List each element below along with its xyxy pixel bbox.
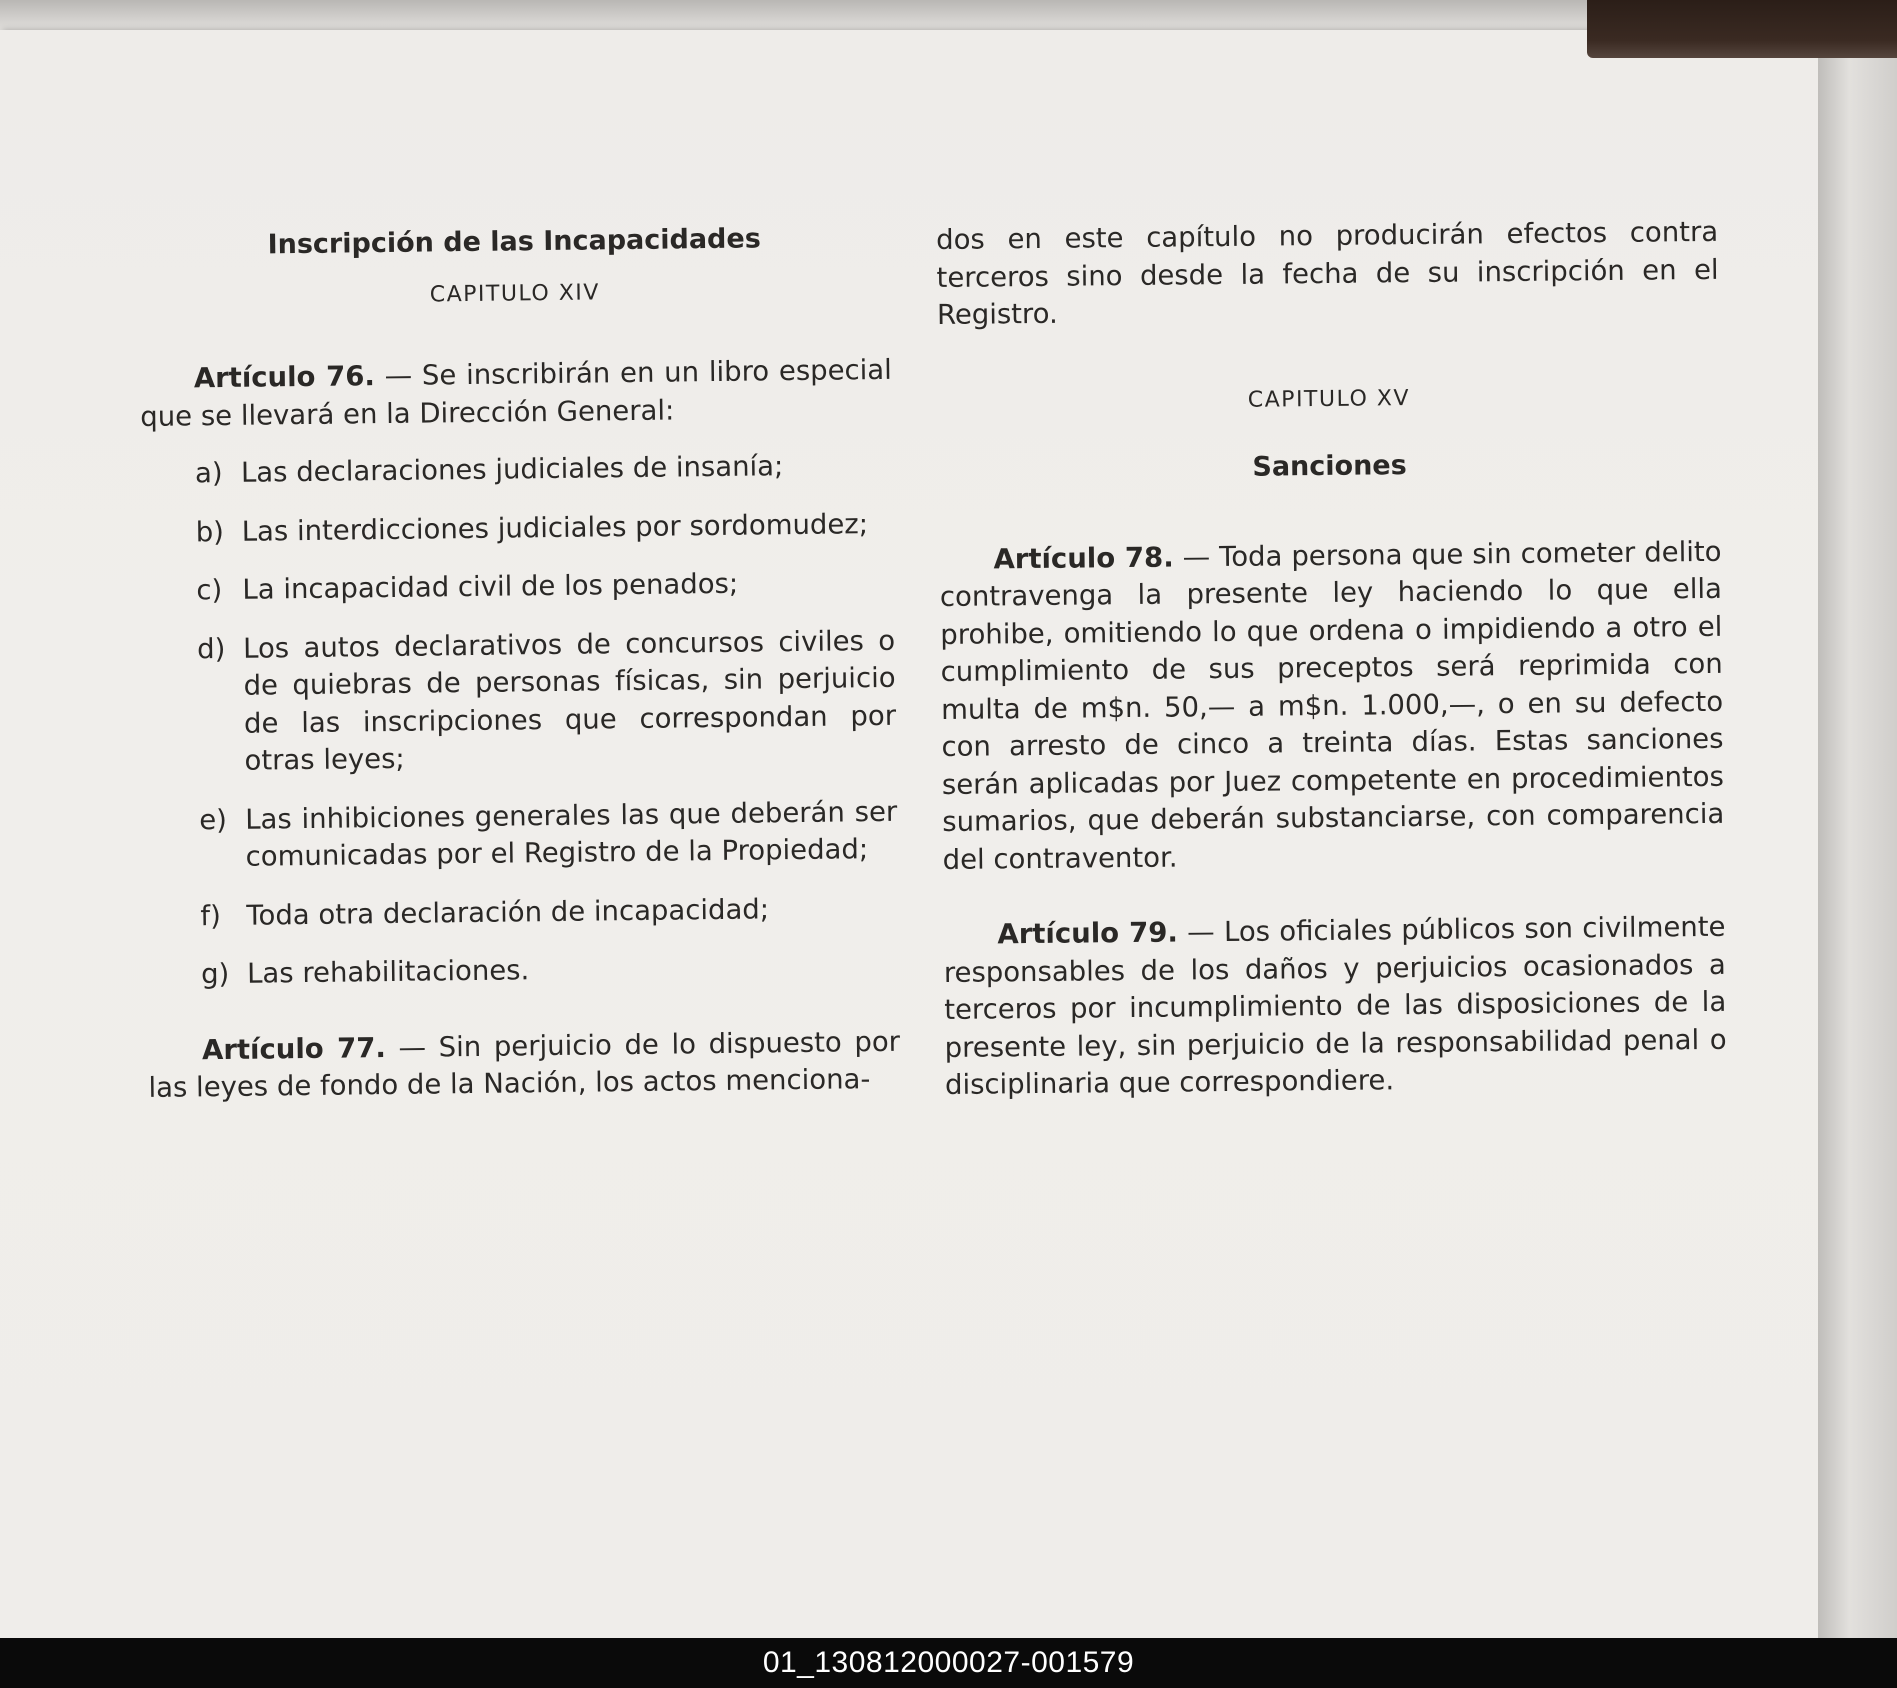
- article-79-label: Artículo 79.: [997, 916, 1179, 951]
- list-item-text: Las inhibiciones generales las que deberán ser comunicadas por el Registro de la Propiedad;: [245, 795, 898, 873]
- list-item-text: Las interdicciones judiciales por sordomudez;: [241, 507, 869, 548]
- list-item: [146, 889, 898, 936]
- list-item: [143, 622, 897, 781]
- list-item-marker: f): [200, 899, 222, 932]
- list-item: [142, 564, 894, 611]
- article-78-label: Artículo 78.: [993, 541, 1174, 575]
- article-76-label: Artículo 76.: [193, 360, 376, 395]
- list-item-text: Las declaraciones judiciales de insanía;: [240, 450, 784, 489]
- chapter-heading-xiv: CAPITULO XIV: [429, 279, 601, 307]
- article-77-continuation: dos en este capítulo no producirán efectos contra terceros sino desde la fecha de su inscripción en el Registro.: [936, 215, 1719, 331]
- list-item-marker: a): [194, 456, 223, 490]
- list-item-marker: b): [195, 515, 225, 548]
- list-item-text: Toda otra declaración de incapacidad;: [246, 892, 770, 932]
- section-title-sanciones: Sanciones: [1252, 450, 1407, 483]
- list-item-marker: e): [199, 803, 228, 836]
- section-title-incapacidades: Inscripción de las Incapacidades: [267, 223, 761, 261]
- list-item-text: Las rehabilitaciones.: [246, 954, 530, 990]
- scan-id-footer: 01_130812000027-001579: [0, 1638, 1897, 1688]
- right-column: [936, 214, 1727, 1105]
- chapter-heading-xv: CAPITULO XV: [1247, 385, 1411, 413]
- page-stack-edge: [1818, 40, 1897, 1638]
- article-76-text: — Se inscribirán en un libro especial que se llevará en la Dirección General:: [140, 353, 892, 433]
- list-item-marker: c): [196, 573, 223, 607]
- list-item: [142, 505, 894, 552]
- list-item-marker: d): [196, 632, 226, 665]
- list-item: [141, 447, 893, 494]
- article-79-text: — Los oficiales públicos son civilmente responsables de los daños y perjuicios ocasionados a terceros por incumplimiento de las disposiciones de la presente ley, sin perjuicio de la responsabilidad penal o disciplinaria que correspondiere.: [943, 910, 1727, 1101]
- article-79: [943, 909, 1727, 1105]
- article-77-label: Artículo 77.: [201, 1031, 387, 1066]
- article-76: [140, 352, 893, 436]
- left-column: [138, 219, 901, 1108]
- scan-dark-corner: [1587, 0, 1897, 58]
- list-item-text: Los autos declarativos de concursos civiles o de quiebras de personas físicas, sin perjuicio de las inscripciones que correspondan por otras leyes;: [242, 624, 897, 777]
- article-77-text: — Sin perjuicio de lo dispuesto por las leyes de fondo de la Nación, los actos menciona-: [148, 1025, 901, 1104]
- article-78: [939, 533, 1724, 879]
- list-item-text: La incapacidad civil de los penados;: [242, 567, 739, 606]
- article-77: [148, 1023, 901, 1107]
- list-item: [145, 793, 898, 877]
- list-item-marker: g): [200, 957, 230, 991]
- list-item: [147, 948, 899, 995]
- incapacity-list: [141, 447, 900, 995]
- article-78-text: — Toda persona que sin cometer delito contravenga la presente ley haciendo lo que ella prohibe, omitiendo lo que ordena o impidiendo a otro el cumplimiento de sus preceptos será reprimida con multa de m$n. 50,— a m$n. 1.000,—, o en su defecto con arresto de cinco a treinta días. Estas sanciones serán aplicadas por Juez competente en procedimientos sumarios, que deberán substanciarse, con comparencia del contraventor.: [939, 535, 1725, 876]
